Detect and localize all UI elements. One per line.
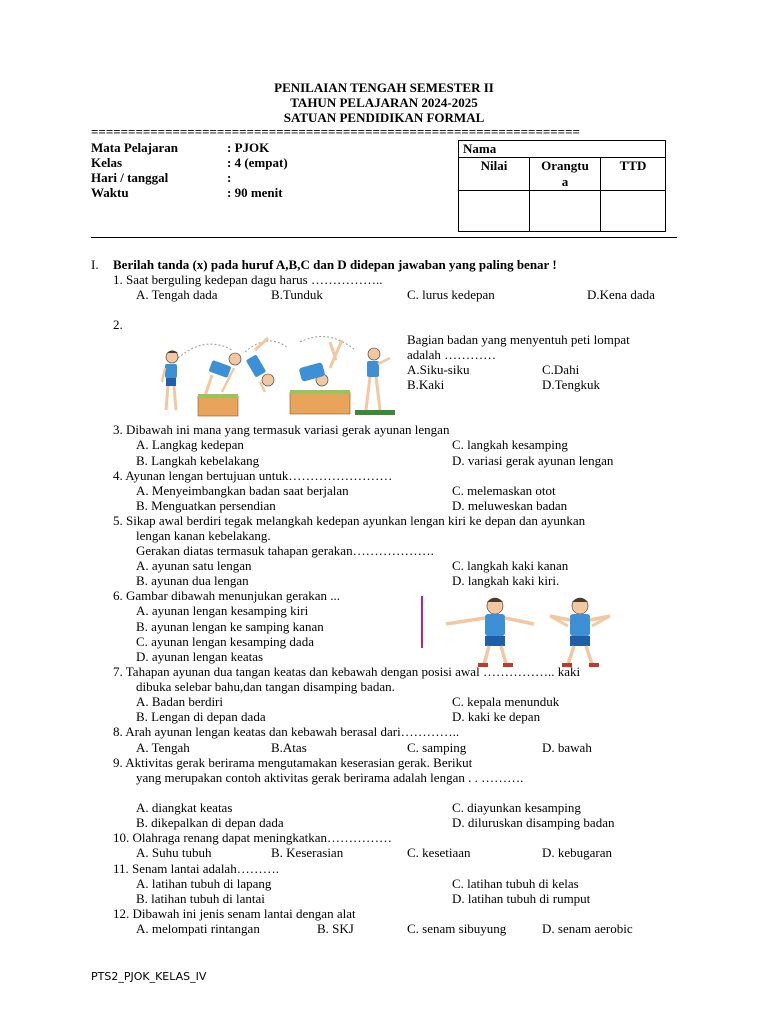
q9-text-2: yang merupakan contoh aktivitas gerak berirama adalah lengan . . ………. xyxy=(136,770,524,785)
q9-option-d: D. diluruskan disamping badan xyxy=(452,815,615,830)
nilai-box xyxy=(459,191,530,232)
waktu-value: : 90 menit xyxy=(227,185,283,200)
q11-text: 11. Senam lantai adalah………. xyxy=(113,861,279,876)
q9-option-a: A. diangkat keatas xyxy=(136,800,233,815)
divider-line xyxy=(91,237,677,238)
q7-text-1: 7. Tahapan ayunan dua tangan keatas dan kebawah dengan posisi awal …………….. kaki xyxy=(113,664,581,679)
q8-option-c: C. samping xyxy=(407,740,467,755)
q8-option-b: B.Atas xyxy=(271,740,307,755)
q2-option-c: C.Dahi xyxy=(542,362,580,377)
hari-label: Hari / tanggal xyxy=(91,170,169,185)
q3-option-a: A. Langkag kedepan xyxy=(136,437,244,452)
q8-option-d: D. bawah xyxy=(542,740,592,755)
q3-option-d: D. variasi gerak ayunan lengan xyxy=(452,453,614,468)
q12-option-b: B. SKJ xyxy=(317,921,354,936)
q10-text: 10. Olahraga renang dapat meningkatkan…………… xyxy=(113,830,393,845)
q7-option-d: D. kaki ke depan xyxy=(452,709,541,724)
q7-option-a: A. Badan berdiri xyxy=(136,694,224,709)
nilai-cell: Nilai xyxy=(459,158,530,191)
vault-illustration xyxy=(150,330,395,420)
q12-option-d: D. senam aerobic xyxy=(542,921,633,936)
q10-option-c: C. kesetiaan xyxy=(407,845,471,860)
q5-option-c: C. langkah kaki kanan xyxy=(452,558,569,573)
q2-number: 2. xyxy=(113,317,123,332)
section-number: I. xyxy=(91,257,99,272)
orangtua-box xyxy=(530,191,601,232)
q5-text-1: 5. Sikap awal berdiri tegak melangkah kedepan ayunkan lengan kiri ke depan dan ayunkan xyxy=(113,513,586,528)
signature-table xyxy=(458,140,666,232)
mapel-value: : PJOK xyxy=(227,140,270,155)
q4-option-d: D. meluweskan badan xyxy=(452,498,568,513)
q2-option-b: B.Kaki xyxy=(407,377,445,392)
arm-swing-illustration xyxy=(418,592,618,670)
waktu-label: Waktu xyxy=(91,185,129,200)
kelas-label: Kelas xyxy=(91,155,123,170)
q3-text: 3. Dibawah ini mana yang termasuk variasi gerak ayunan lengan xyxy=(113,422,450,437)
q10-option-d: D. kebugaran xyxy=(542,845,613,860)
q5-option-d: D. langkah kaki kiri. xyxy=(452,573,560,588)
title-line-3: SATUAN PENDIDIKAN FORMAL xyxy=(283,110,485,125)
q11-option-d: D. latihan tubuh di rumput xyxy=(452,891,591,906)
q5-text-2: lengan kanan kebelakang. xyxy=(136,528,271,543)
q5-text-3: Gerakan diatas termasuk tahapan gerakan………………. xyxy=(136,543,434,558)
q8-text: 8. Arah ayunan lengan keatas dan kebawah berasal dari………….. xyxy=(113,724,460,739)
q1-option-c: C. lurus kedepan xyxy=(407,287,495,302)
q10-option-b: B. Keserasian xyxy=(271,845,344,860)
q6-text: 6. Gambar dibawah menunjukan gerakan ... xyxy=(113,588,341,603)
q4-option-b: B. Menguatkan persendian xyxy=(136,498,276,513)
q9-text-1: 9. Aktivitas gerak berirama mengutamakan keserasian gerak. Berikut xyxy=(113,755,473,770)
orangtua-cell xyxy=(530,158,601,191)
q7-option-c: C. kepala menunduk xyxy=(452,694,560,709)
q3-option-c: C. langkah kesamping xyxy=(452,437,568,452)
q12-text: 12. Dibawah ini jenis senam lantai dengan alat xyxy=(113,906,356,921)
q8-option-a: A. Tengah xyxy=(136,740,190,755)
q4-option-c: C. melemaskan otot xyxy=(452,483,556,498)
title-line-1: PENILAIAN TENGAH SEMESTER II xyxy=(274,80,494,95)
q12-option-a: A. melompati rintangan xyxy=(136,921,260,936)
separator: ================================================================== xyxy=(91,124,580,139)
q4-text: 4. Ayunan lengan bertujuan untuk…………………… xyxy=(113,468,393,483)
nama-cell: Nama xyxy=(459,141,666,158)
q2-text-1: Bagian badan yang menyentuh peti lompat xyxy=(407,332,630,347)
q5-option-a: A. ayunan satu lengan xyxy=(136,558,252,573)
hari-value: : xyxy=(227,170,232,185)
q12-option-c: C. senam sibuyung xyxy=(407,921,507,936)
orangtua-text-1: Orangtu xyxy=(541,158,589,173)
section-instruction: Berilah tanda (x) pada huruf A,B,C dan D didepan jawaban yang paling benar ! xyxy=(113,257,557,272)
mapel-label: Mata Pelajaran xyxy=(91,140,179,155)
q11-option-c: C. latihan tubuh di kelas xyxy=(452,876,579,891)
q9-option-b: B. dikepalkan di depan dada xyxy=(136,815,284,830)
q1-text: 1. Saat berguling kedepan dagu harus …………….. xyxy=(113,272,383,287)
q6-option-d: D. ayunan lengan keatas xyxy=(136,649,264,664)
ttd-box xyxy=(601,191,666,232)
orangtua-text-2: a xyxy=(561,174,569,189)
ttd-cell: TTD xyxy=(601,158,666,191)
q6-option-a: A. ayunan lengan kesamping kiri xyxy=(136,603,309,618)
q6-option-c: C. ayunan lengan kesamping dada xyxy=(136,634,314,649)
q11-option-b: B. latihan tubuh di lantai xyxy=(136,891,265,906)
q4-option-a: A. Menyeimbangkan badan saat berjalan xyxy=(136,483,349,498)
q11-option-a: A. latihan tubuh di lapang xyxy=(136,876,272,891)
q3-option-b: B. Langkah kebelakang xyxy=(136,453,260,468)
q7-option-b: B. Lengan di depan dada xyxy=(136,709,266,724)
q6-option-b: B. ayunan lengan ke samping kanan xyxy=(136,619,324,634)
q9-option-c: C. diayunkan kesamping xyxy=(452,800,581,815)
q2-option-d: D.Tengkuk xyxy=(542,377,600,392)
q2-option-a: A.Siku-siku xyxy=(407,362,470,377)
q1-option-a: A. Tengah dada xyxy=(136,287,218,302)
kelas-value: : 4 (empat) xyxy=(227,155,288,170)
q1-option-b: B.Tunduk xyxy=(271,287,323,302)
title-line-2: TAHUN PELAJARAN 2024-2025 xyxy=(290,95,478,110)
q5-option-b: B. ayunan dua lengan xyxy=(136,573,249,588)
q1-option-d: D.Kena dada xyxy=(587,287,655,302)
q7-text-2: dibuka selebar bahu,dan tangan disamping badan. xyxy=(136,679,395,694)
q2-text-2: adalah ………… xyxy=(407,347,497,362)
page-footer: PTS2_PJOK_KELAS_IV xyxy=(91,970,207,983)
q10-option-a: A. Suhu tubuh xyxy=(136,845,212,860)
